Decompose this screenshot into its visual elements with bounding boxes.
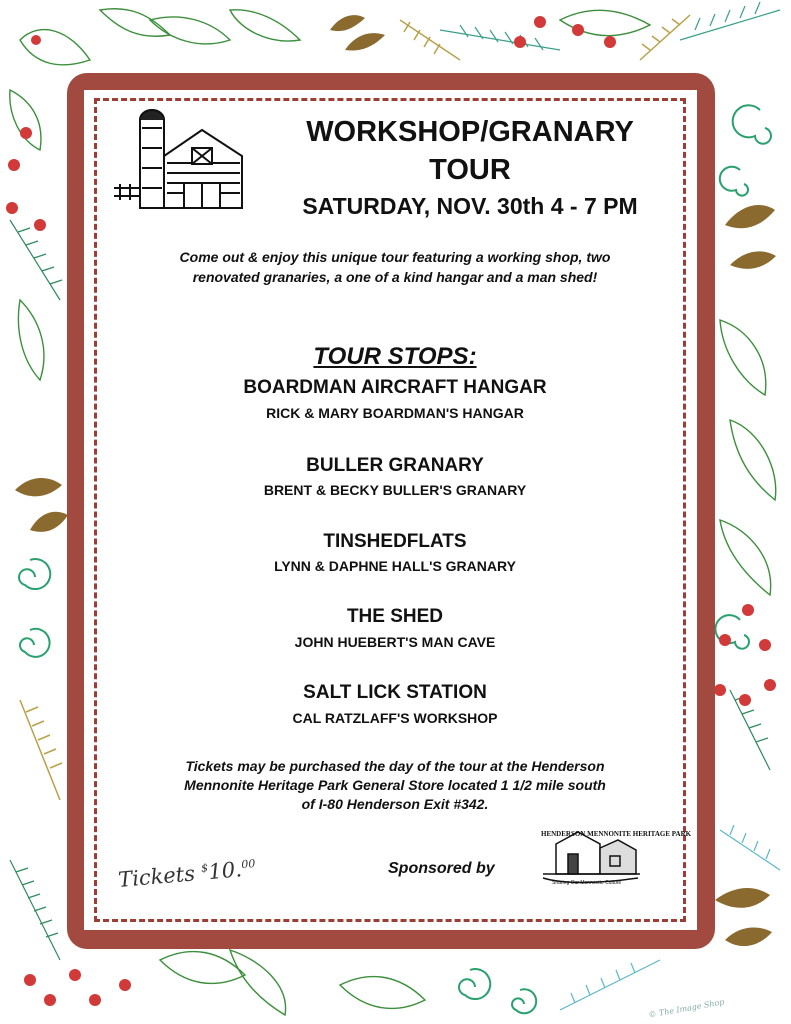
stop-name-4: THE SHED — [346, 606, 444, 627]
intro-line2: renovated granaries, a one of a kind hangar and a man shed! — [192, 269, 598, 285]
berries-top — [31, 16, 616, 48]
teal-fern-bottom — [560, 960, 660, 1010]
stop-name-5: SALT LICK STATION — [303, 682, 487, 703]
stop-owner-1: RICK & MARY BOARDMAN'S HANGAR — [266, 405, 524, 421]
barn-silo-illustration — [112, 108, 247, 213]
tour-stops-heading: TOUR STOPS: — [313, 343, 477, 370]
holly-leaves-top — [20, 9, 650, 65]
copyright-mark: © The Image Shop — [647, 997, 725, 1020]
handwritten-amount: 10. — [207, 857, 243, 885]
event-title-line2: TOUR — [429, 154, 511, 186]
stop-owner-2: BRENT & BECKY BULLER'S GRANARY — [263, 482, 527, 498]
holly-leaves-right — [720, 320, 776, 595]
ticket-info-line3: of I-80 Henderson Exit #342. — [301, 796, 489, 812]
holly-leaves-bottom — [160, 950, 425, 1015]
intro-line1: Come out & enjoy this unique tour featuring a working shop, two — [179, 249, 611, 265]
logo-subtitle: Sharing Our Mennonite Culture — [552, 880, 622, 886]
berries-right — [714, 604, 776, 706]
handwritten-cents: 00 — [240, 857, 256, 872]
swirl-left — [19, 559, 50, 657]
teal-fern-right — [720, 825, 780, 870]
stop-name-1: BOARDMAN AIRCRAFT HANGAR — [243, 377, 547, 398]
swirl-bottom — [459, 969, 536, 1013]
ticket-info-line1: Tickets may be purchased the day of the tour at the Henderson — [185, 758, 605, 774]
brown-leaves-top — [330, 15, 385, 50]
stop-name-3: TINSHEDFLATS — [323, 531, 467, 552]
stop-name-2: BULLER GRANARY — [306, 455, 484, 476]
sponsored-by-label: Sponsored by — [388, 860, 495, 877]
logo-title: HENDERSON MENNONITE HERITAGE PARK — [541, 830, 692, 838]
handwritten-tickets-word: Tickets — [117, 861, 196, 892]
stop-owner-3: LYNN & DAPHNE HALL'S GRANARY — [274, 558, 516, 574]
berries-bottom — [69, 969, 131, 1006]
ticket-info-line2: Mennonite Heritage Park General Store located 1 1/2 mile south — [184, 777, 606, 793]
handwritten-dollar-sign: $ — [200, 861, 209, 875]
ticket-info — [120, 757, 670, 814]
event-title-line1: WORKSHOP/GRANARY — [306, 116, 634, 148]
stop-owner-4: JOHN HUEBERT'S MAN CAVE — [294, 634, 496, 650]
henderson-heritage-park-logo — [538, 826, 692, 888]
event-date: SATURDAY, NOV. 30th 4 - 7 PM — [302, 193, 638, 219]
gold-fern-left — [20, 700, 62, 800]
event-intro — [120, 247, 670, 287]
stop-owner-5: CAL RATZLAFF'S WORKSHOP — [292, 710, 498, 726]
brown-leaves-left — [15, 478, 68, 532]
